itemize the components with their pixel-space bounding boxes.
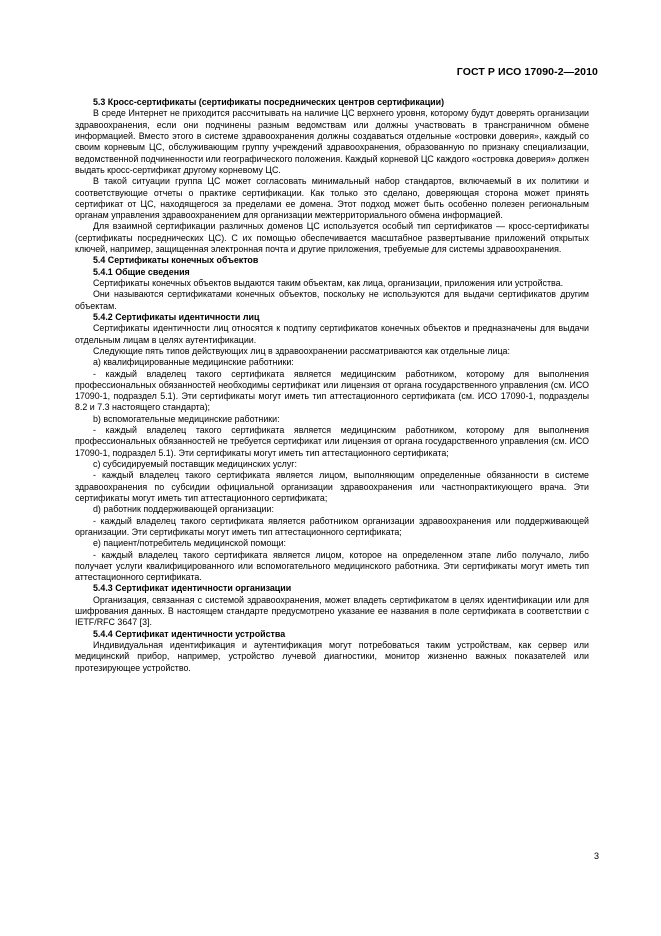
paragraph: Сертификаты идентичности лиц относятся к подтипу сертификатов конечных объектов и предназначены для выдачи отдельным лицам в целях аутентификации. [75,323,589,345]
paragraph: Они называются сертификатами конечных объектов, поскольку не используются для выдачи сертификатов другим объектам. [75,289,589,311]
section-heading: 5.3 Кросс-сертификаты (сертификаты посреднических центров сертификации) [93,97,445,107]
paragraph: Следующие пять типов действующих лиц в здравоохранении рассматриваются как отдельные лица: [93,345,510,356]
list-item-detail: - каждый владелец такого сертификата является медицинским работником, которому для выполнения профессиональных обязанностей необходимы сертификат или лицензия от органа государственного управления (см. ИСО 17090-1, подраздел 5.1). Эти сертификаты могут иметь тип аттестационного сертификата (см. ИСО 17090-1, подразделы 8.2 и 7.3 настоящего стандарта); [75,368,589,413]
list-item-detail: - каждый владелец такого сертификата является медицинским работником, которому для выполнения профессиональных обязанностей не требуется сертификат или лицензия от органа государственного управления (см. ИСО 17090-1, подраздел 5.1). Эти сертификаты могут иметь тип аттестационного сертификата; [75,425,589,458]
list-item: d) работник поддерживающей организации: [93,504,274,515]
subsection-heading: 5.4.1 Общие сведения [93,266,190,277]
paragraph: В среде Интернет не приходится рассчитывать на наличие ЦС верхнего уровня, которому будут доверять организации здравоохранения, если они подчинены разным ведомствам или должны участвовать в трансграничном обмене информацией. Вместо этого в системе здравоохранения должны создаваться отдельные «островки доверия», каждый со своим корневым ЦС, обслуживающим группу учреждений здравоохранения, образованную по признаку специализации, ведомственной подчиненности или географического положения. Каждый корневой ЦС каждого «островка доверия» должен выдать кросс-сертификат другому корневому ЦС. [75,108,589,175]
paragraph: Организация, связанная с системой здравоохранения, может владеть сертификатом в целях идентификации или для шифрования данных. В настоящем стандарте предусмотрено указание ее названия в поле сертификата в соответствии с IETF/RFC 3647 [3]. [75,594,589,628]
paragraph: В такой ситуации группа ЦС может согласовать минимальный набор стандартов, включаемый в их политики и соответствующие отчеты о практике сертификации. Как только это сделано, доверяющая сторона может принять сертификат от ЦС, находящегося за пределами ее домена. Этот подход может быть особенно полезен региональным органам управления здравоохранением для организации межтерриториального обмена информацией. [75,176,589,221]
list-item-detail: - каждый владелец такого сертификата является работником организации здравоохранения или поддерживающей организации. Эти сертификаты могут иметь тип аттестационного сертификата; [75,515,589,537]
page-number: 3 [593,851,599,861]
paragraph: Сертификаты конечных объектов выдаются таким объектам, как лица, организации, приложения или устройства. [93,278,564,288]
list-item-detail: - каждый владелец такого сертификата является лицом, выполняющим определенные обязанности в системе здравоохранения по субсидии официальной организации здравоохранения или частнопрактикующего врача. Эти сертификаты могут иметь тип аттестационного сертификата; [75,470,589,503]
list-item: b) вспомогательные медицинские работники: [93,413,280,424]
standard-header: ГОСТ Р ИСО 17090-2—2010 [456,66,598,78]
section-heading: 5.4 Сертификаты конечных объектов [93,255,259,266]
list-item: c) субсидируемый поставщик медицинских услуг: [93,459,297,469]
list-item: e) пациент/потребитель медицинской помощи: [93,538,287,549]
list-item-detail: - каждый владелец такого сертификата является лицом, которое на определенном этапе либо получало, либо получает услуги квалифицированного или вспомогательного медицинского работника. Эти сертификаты могут иметь тип аттестационного сертификата. [75,549,589,583]
subsection-heading: 5.4.3 Сертификат идентичности организации [93,583,292,594]
subsection-heading: 5.4.4 Сертификат идентичности устройства [93,628,286,639]
list-item: a) квалифицированные медицинские работники: [93,357,294,368]
subsection-heading: 5.4.2 Сертификаты идентичности лиц [93,311,260,322]
paragraph: Для взаимной сертификации различных доменов ЦС используется особый тип сертификатов — кросс-сертификаты (сертификаты посреднических ЦС). С их помощью обеспечивается масштабное развертывание приложений открытых ключей, например, защищенная электронная почта и другие приложения, требуемые для системы здравоохранения. [75,221,589,255]
paragraph: Индивидуальная идентификация и аутентификация могут потребоваться таким устройствам, как сервер или медицинский прибор, например, устройство лучевой диагностики, монитор жизненно важных показателей или протезирующее устройство. [75,640,589,673]
document-body [75,97,589,674]
